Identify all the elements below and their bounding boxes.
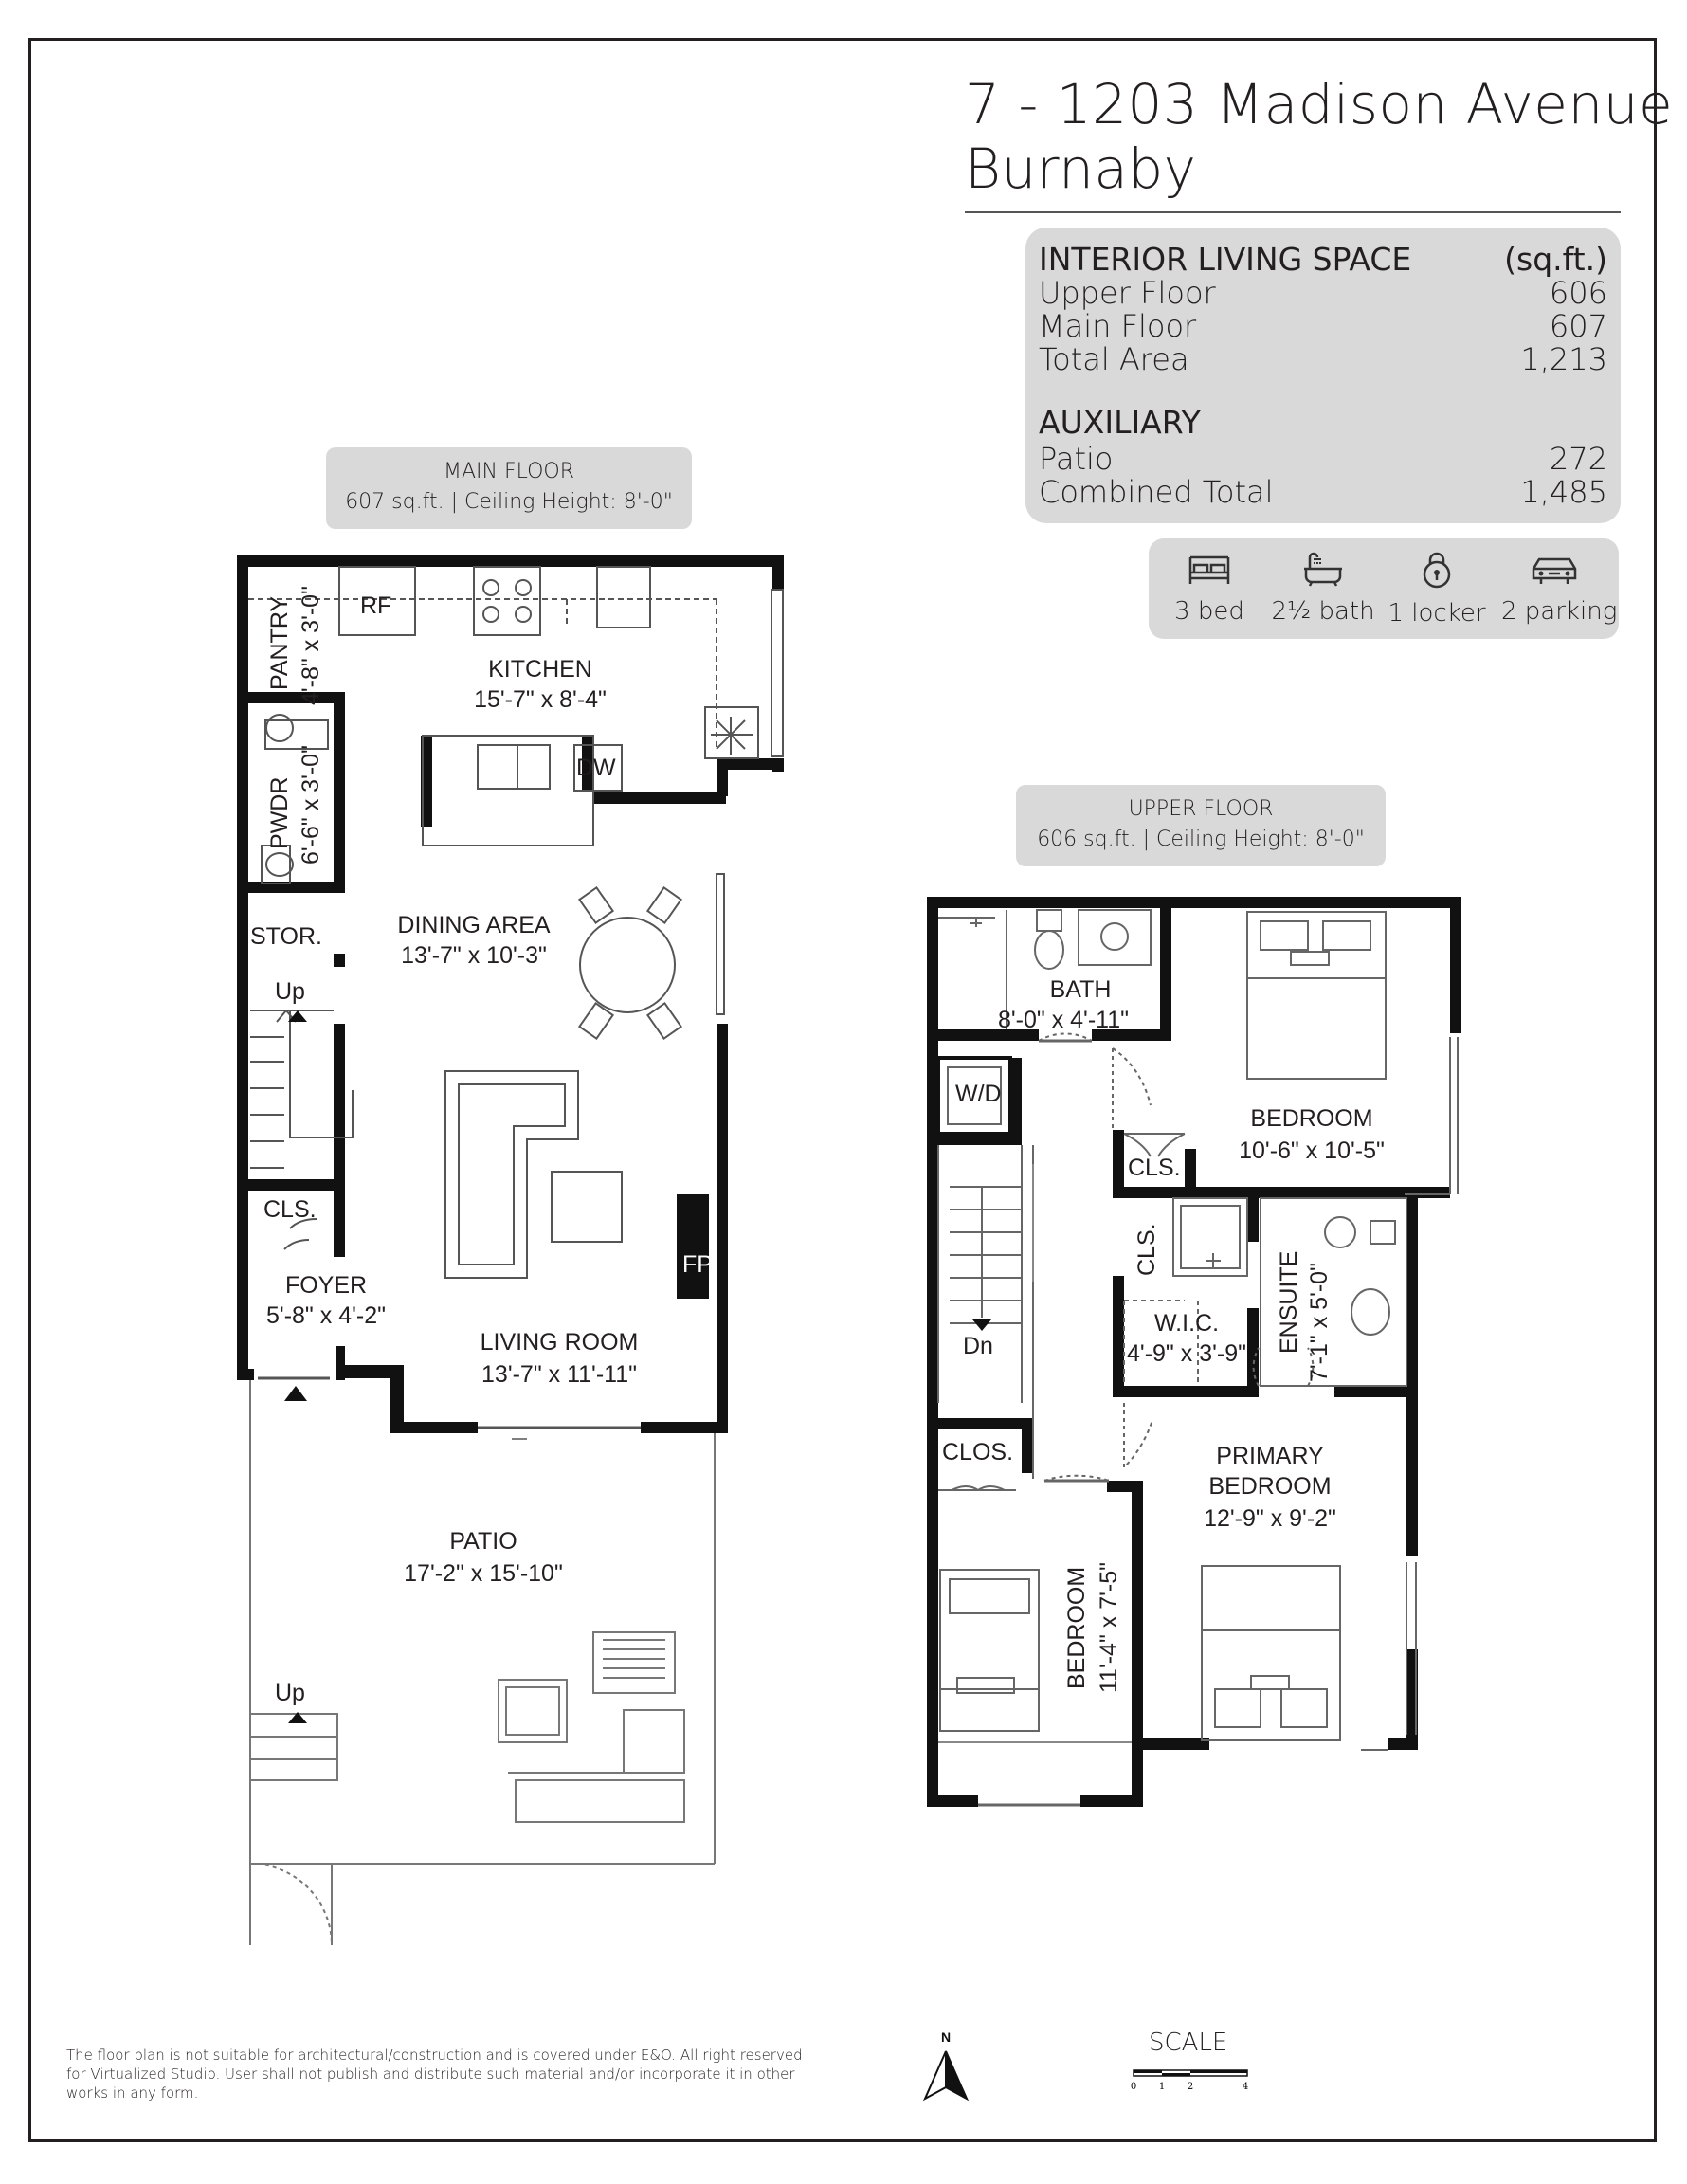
area-row-label: Total Area <box>1039 341 1189 377</box>
pantry-name: PANTRY <box>266 595 293 690</box>
area-row-label: Main Floor <box>1039 308 1197 344</box>
area-row-value: 606 <box>1549 275 1607 311</box>
bedroom2-name: BEDROOM <box>1063 1566 1090 1689</box>
dining-name: DINING AREA <box>397 912 551 938</box>
stairs-up-label: Up <box>275 978 305 1005</box>
scale-tick: 4 <box>1242 2082 1249 2092</box>
kitchen-name: KITCHEN <box>488 656 592 682</box>
bath-name: BATH <box>1049 976 1112 1003</box>
scale-bar <box>1132 2068 1255 2101</box>
main-floor-plan <box>237 555 784 1945</box>
primary-dims: 12'-9" x 9'-2" <box>1204 1505 1336 1532</box>
upper-floor-plan <box>927 897 1461 1807</box>
living-name: LIVING ROOM <box>480 1329 639 1356</box>
upper-floor-title: UPPER FLOOR <box>1128 797 1274 821</box>
area-row-value: 272 <box>1549 441 1607 477</box>
patio-stairs-up-label: Up <box>275 1680 305 1706</box>
area-row-value: 607 <box>1549 308 1607 344</box>
scale-tick: 0 <box>1130 2082 1137 2092</box>
kitchen-dims: 15'-7" x 8'-4" <box>474 686 607 713</box>
clos-name: CLOS. <box>942 1439 1014 1465</box>
bedroom2-dims: 11'-4" x 7'-5" <box>1096 1561 1122 1693</box>
main-floor-title: MAIN FLOOR <box>443 460 574 483</box>
stor-name: STOR. <box>250 923 322 950</box>
scale-tick: 1 <box>1158 2082 1166 2092</box>
fixture-fp: FP <box>682 1251 713 1278</box>
fixture-rf: RF <box>360 592 392 619</box>
patio-dims: 17'-2" x 15'-10" <box>404 1560 563 1587</box>
main-floor-subtitle: 607 sq.ft. | Ceiling Height: 8'-0" <box>345 490 673 514</box>
pwdr-name: PWDR <box>266 776 293 849</box>
patio-outline <box>250 1380 715 1945</box>
pantry-dims: 4'-8" x 3'-0" <box>298 586 324 705</box>
bedroom1-name: BEDROOM <box>1250 1105 1373 1132</box>
scale-tick: 2 <box>1187 2082 1194 2092</box>
cls-name: CLS. <box>263 1196 317 1223</box>
fixture-dw: DW <box>576 755 616 781</box>
upper-floor-subtitle: 606 sq.ft. | Ceiling Height: 8'-0" <box>1037 828 1365 851</box>
auxiliary-heading: AUXILIARY <box>1039 404 1201 441</box>
feature-label: 3 bed <box>1174 597 1244 626</box>
area-row-value: 1,485 <box>1520 474 1607 510</box>
living-dims: 13'-7" x 11'-11" <box>481 1361 637 1388</box>
north-arrow-icon <box>917 2029 974 2104</box>
address-line-2: Burnaby <box>965 136 1197 201</box>
dn-label: Dn <box>963 1333 993 1359</box>
feature-label: 1 locker <box>1388 599 1486 628</box>
wd-label: W/D <box>955 1081 1002 1107</box>
foyer-name: FOYER <box>284 1272 368 1299</box>
dining-dims: 13'-7" x 10'-3" <box>401 942 547 969</box>
scale-title: SCALE <box>1149 2029 1228 2057</box>
bedroom1-dims: 10'-6" x 10'-5" <box>1239 1138 1385 1164</box>
wic-name: W.I.C. <box>1153 1310 1220 1337</box>
ensuite-dims: 7'-1" x 5'-0" <box>1306 1263 1333 1382</box>
patio-name: PATIO <box>449 1528 517 1555</box>
cls2-name: CLS. <box>1134 1223 1160 1276</box>
area-row-label: Combined Total <box>1039 474 1274 510</box>
pwdr-dims: 6'-6" x 3'-0" <box>298 745 324 864</box>
bath-dims: 8'-0" x 4'-11" <box>997 1007 1130 1033</box>
address-line-1: 7 - 1203 Madison Avenue <box>965 72 1674 136</box>
wic-dims: 4'-9" x 3'-9" <box>1127 1340 1246 1367</box>
primary-name-2: BEDROOM <box>1208 1473 1332 1500</box>
feature-label: 2 parking <box>1501 597 1618 626</box>
area-row-label: Upper Floor <box>1039 275 1216 311</box>
interior-heading: INTERIOR LIVING SPACE <box>1039 241 1412 278</box>
primary-name-1: PRIMARY <box>1216 1443 1324 1469</box>
area-row-label: Patio <box>1039 441 1114 477</box>
disclaimer-text: The floor plan is not suitable for architectural/construction and is covered under E&O. All right reserved for Virtualized Studio. User shall not publish and distribute such material and/or incorporate it in other works in any form. <box>66 2047 803 2102</box>
ensuite-name: ENSUITE <box>1276 1250 1302 1354</box>
unit-label: (sq.ft.) <box>1504 241 1607 278</box>
feature-label: 2½ bath <box>1271 597 1375 626</box>
area-row-value: 1,213 <box>1520 341 1607 377</box>
cls1-name: CLS. <box>1128 1155 1181 1181</box>
north-label: N <box>940 2029 952 2045</box>
foyer-dims: 5'-8" x 4'-2" <box>266 1302 386 1329</box>
